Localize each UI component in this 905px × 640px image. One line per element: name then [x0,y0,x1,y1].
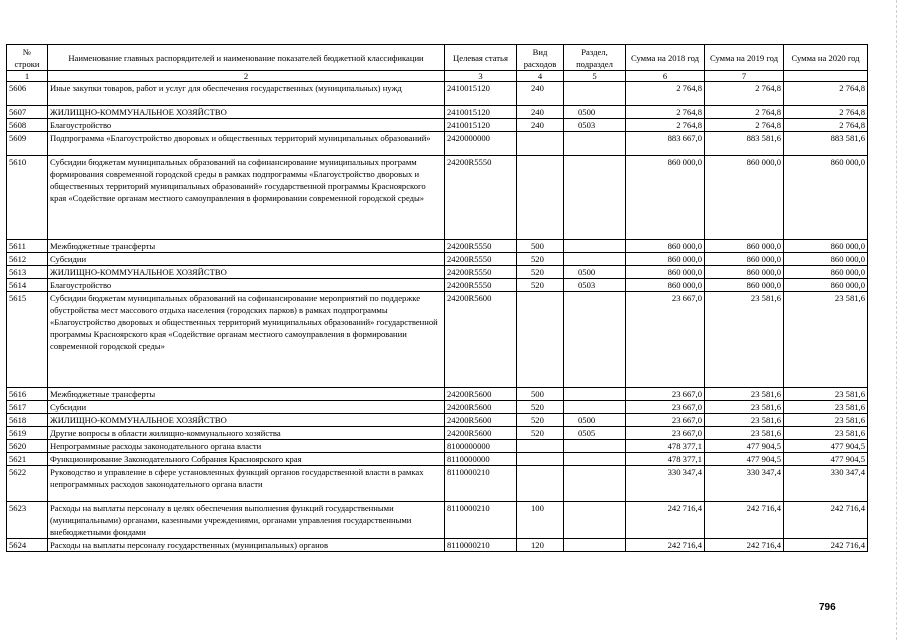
row-number: 5617 [7,401,48,414]
table-row [7,466,868,502]
row-sum-2019: 242 716,4 [705,539,784,552]
row-number: 5615 [7,292,48,388]
row-sum-2020: 330 347,4 [784,466,868,502]
row-sum-2019: 860 000,0 [705,266,784,279]
row-sum-2019: 330 347,4 [705,466,784,502]
row-section: 0500 [564,414,626,427]
row-expense-type: 240 [517,82,564,106]
row-expense-type [517,453,564,466]
row-expense-type [517,156,564,240]
row-sum-2020: 860 000,0 [784,279,868,292]
row-target-article: 24200R5550 [445,279,517,292]
row-sum-2019: 2 764,8 [705,106,784,119]
row-number: 5622 [7,466,48,502]
row-expense-type [517,292,564,388]
row-sum-2020: 2 764,8 [784,82,868,106]
row-sum-2018: 2 764,8 [626,119,705,132]
row-sum-2018: 23 667,0 [626,292,705,388]
row-name: ЖИЛИЩНО-КОММУНАЛЬНОЕ ХОЗЯЙСТВО [48,106,445,119]
row-section: 0500 [564,106,626,119]
table-row [7,132,868,156]
row-sum-2018: 23 667,0 [626,401,705,414]
row-sum-2018: 860 000,0 [626,266,705,279]
row-sum-2018: 330 347,4 [626,466,705,502]
column-number: 5 [564,71,626,82]
header-target: Целевая статья [445,45,517,71]
row-section [564,440,626,453]
row-sum-2018: 478 377,1 [626,453,705,466]
row-sum-2020: 23 581,6 [784,427,868,440]
row-target-article: 24200R5600 [445,388,517,401]
row-number: 5621 [7,453,48,466]
row-sum-2018: 242 716,4 [626,539,705,552]
row-number: 5618 [7,414,48,427]
row-sum-2020: 860 000,0 [784,156,868,240]
row-number: 5610 [7,156,48,240]
row-sum-2020: 23 581,6 [784,292,868,388]
row-name: Субсидии [48,401,445,414]
row-sum-2018: 23 667,0 [626,388,705,401]
table-row [7,427,868,440]
row-name: Подпрограмма «Благоустройство дворовых и общественных территорий муниципальных образований» [48,132,445,156]
row-section [564,156,626,240]
budget-table [6,44,868,552]
row-section [564,82,626,106]
row-name: Субсидии бюджетам муниципальных образований на софинансирование мероприятий по поддержке обустройства мест массового отдыха населения (городских парков) в рамках подпрограммы «Благоустройство дворовых и общественных территорий муниципальных образований» государственной программы Красноярского края «Содействие органам местного самоуправления в формировании современной городской среды» [48,292,445,388]
header-sum2019: Сумма на 2019 год [705,45,784,71]
row-name: Субсидии [48,253,445,266]
row-number: 5613 [7,266,48,279]
row-sum-2019: 23 581,6 [705,401,784,414]
row-sum-2020: 242 716,4 [784,539,868,552]
margin-divider [896,0,897,640]
table-row [7,502,868,539]
budget-sheet [6,44,868,552]
row-section: 0503 [564,279,626,292]
table-row [7,240,868,253]
table-row [7,292,868,388]
row-sum-2019: 860 000,0 [705,253,784,266]
row-target-article: 8110000210 [445,502,517,539]
row-target-article: 24200R5600 [445,427,517,440]
row-sum-2020: 242 716,4 [784,502,868,539]
row-sum-2018: 23 667,0 [626,414,705,427]
row-number: 5606 [7,82,48,106]
row-number: 5612 [7,253,48,266]
row-section: 0503 [564,119,626,132]
row-sum-2019: 242 716,4 [705,502,784,539]
row-section: 0505 [564,427,626,440]
row-sum-2020: 860 000,0 [784,240,868,253]
row-sum-2019: 2 764,8 [705,82,784,106]
page-number: 796 [819,602,836,613]
row-target-article: 8100000000 [445,440,517,453]
row-expense-type: 520 [517,414,564,427]
header-section: Раздел, подраздел [564,45,626,71]
row-name: ЖИЛИЩНО-КОММУНАЛЬНОЕ ХОЗЯЙСТВО [48,414,445,427]
row-name: Функционирование Законодательного Собрания Красноярского края [48,453,445,466]
row-section [564,253,626,266]
row-sum-2020: 477 904,5 [784,453,868,466]
row-sum-2020: 477 904,5 [784,440,868,453]
row-name: Руководство и управление в сфере установленных функций органов государственной власти в рамках непрограммных расходов законодательного органа власти [48,466,445,502]
row-target-article: 8110000210 [445,539,517,552]
column-number: 1 [7,71,48,82]
column-number: 3 [445,71,517,82]
row-sum-2019: 860 000,0 [705,279,784,292]
row-sum-2018: 2 764,8 [626,82,705,106]
row-name: ЖИЛИЩНО-КОММУНАЛЬНОЕ ХОЗЯЙСТВО [48,266,445,279]
row-sum-2020: 860 000,0 [784,266,868,279]
row-sum-2019: 860 000,0 [705,240,784,253]
row-section [564,388,626,401]
row-target-article: 2410015120 [445,106,517,119]
row-number: 5608 [7,119,48,132]
row-sum-2019: 23 581,6 [705,427,784,440]
table-row [7,156,868,240]
row-expense-type: 520 [517,279,564,292]
column-number: 7 [705,71,784,82]
table-row [7,401,868,414]
row-sum-2019: 477 904,5 [705,453,784,466]
row-sum-2020: 23 581,6 [784,401,868,414]
row-name: Межбюджетные трансферты [48,388,445,401]
row-section [564,240,626,253]
row-expense-type: 520 [517,401,564,414]
column-number: 2 [48,71,445,82]
row-name: Иные закупки товаров, работ и услуг для обеспечения государственных (муниципальных) нужд [48,82,445,106]
row-target-article: 2410015120 [445,82,517,106]
row-target-article: 24200R5550 [445,253,517,266]
row-target-article: 2420000000 [445,132,517,156]
row-number: 5620 [7,440,48,453]
row-target-article: 24200R5600 [445,414,517,427]
row-sum-2018: 23 667,0 [626,427,705,440]
row-sum-2018: 860 000,0 [626,156,705,240]
table-row [7,119,868,132]
row-target-article: 24200R5550 [445,240,517,253]
row-expense-type: 120 [517,539,564,552]
row-target-article: 8110000000 [445,453,517,466]
row-name: Расходы на выплаты персоналу государственных (муниципальных) органов [48,539,445,552]
header-type: Вид расходов [517,45,564,71]
row-expense-type [517,440,564,453]
row-sum-2018: 478 377,1 [626,440,705,453]
row-section [564,401,626,414]
row-expense-type [517,466,564,502]
row-expense-type: 520 [517,266,564,279]
row-sum-2020: 23 581,6 [784,388,868,401]
row-expense-type: 520 [517,253,564,266]
row-sum-2018: 860 000,0 [626,240,705,253]
row-sum-2019: 860 000,0 [705,156,784,240]
row-name: Благоустройство [48,279,445,292]
header-row-no: № строки [7,45,48,71]
row-target-article: 24200R5600 [445,401,517,414]
row-section [564,132,626,156]
row-sum-2019: 477 904,5 [705,440,784,453]
row-section: 0500 [564,266,626,279]
row-sum-2019: 23 581,6 [705,414,784,427]
row-sum-2020: 23 581,6 [784,414,868,427]
column-number: 6 [626,71,705,82]
row-target-article: 24200R5600 [445,292,517,388]
row-number: 5607 [7,106,48,119]
table-row [7,279,868,292]
row-target-article: 8110000210 [445,466,517,502]
row-sum-2018: 860 000,0 [626,253,705,266]
row-target-article: 24200R5550 [445,156,517,240]
row-expense-type: 240 [517,106,564,119]
header-name: Наименование главных распорядителей и наименование показателей бюджетной классификации [48,45,445,71]
column-number: 4 [517,71,564,82]
row-name: Расходы на выплаты персоналу в целях обеспечения выполнения функций государственными (муниципальными) органами, казенными учреждениями, органами управления государственными внебюджетными фондами [48,502,445,539]
row-sum-2019: 23 581,6 [705,388,784,401]
row-sum-2018: 242 716,4 [626,502,705,539]
row-section [564,466,626,502]
row-expense-type: 520 [517,427,564,440]
table-row [7,388,868,401]
table-row [7,414,868,427]
row-expense-type: 500 [517,388,564,401]
row-name: Непрограммные расходы законодательного органа власти [48,440,445,453]
row-section [564,539,626,552]
header-sum2018: Сумма на 2018 год [626,45,705,71]
row-sum-2019: 23 581,6 [705,292,784,388]
table-row [7,266,868,279]
row-target-article: 2410015120 [445,119,517,132]
row-name: Межбюджетные трансферты [48,240,445,253]
row-sum-2018: 2 764,8 [626,106,705,119]
row-sum-2020: 860 000,0 [784,253,868,266]
row-number: 5619 [7,427,48,440]
row-number: 5623 [7,502,48,539]
row-expense-type: 500 [517,240,564,253]
header-row [7,45,868,71]
column-numbers-row [7,71,868,82]
row-section [564,292,626,388]
table-row [7,82,868,106]
table-row [7,106,868,119]
row-number: 5609 [7,132,48,156]
row-sum-2020: 883 581,6 [784,132,868,156]
row-section [564,453,626,466]
row-expense-type [517,132,564,156]
row-sum-2018: 883 667,0 [626,132,705,156]
row-number: 5611 [7,240,48,253]
row-sum-2020: 2 764,8 [784,106,868,119]
row-name: Благоустройство [48,119,445,132]
row-section [564,502,626,539]
table-row [7,253,868,266]
row-name: Субсидии бюджетам муниципальных образований на софинансирование муниципальных программ формирования современной городской среды в рамках подпрограммы «Благоустройство дворовых и общественных территорий муниципальных образований» государственной программы Красноярского края «Содействие органам местного самоуправления в формировании современной городской среды» [48,156,445,240]
row-number: 5614 [7,279,48,292]
header-sum2020: Сумма на 2020 год [784,45,868,71]
row-expense-type: 240 [517,119,564,132]
row-name: Другие вопросы в области жилищно-коммунального хозяйства [48,427,445,440]
table-row [7,453,868,466]
row-sum-2019: 2 764,8 [705,119,784,132]
column-number [784,71,868,82]
row-expense-type: 100 [517,502,564,539]
row-target-article: 24200R5550 [445,266,517,279]
row-sum-2018: 860 000,0 [626,279,705,292]
table-row [7,539,868,552]
row-sum-2020: 2 764,8 [784,119,868,132]
row-number: 5616 [7,388,48,401]
table-row [7,440,868,453]
row-sum-2019: 883 581,6 [705,132,784,156]
row-number: 5624 [7,539,48,552]
